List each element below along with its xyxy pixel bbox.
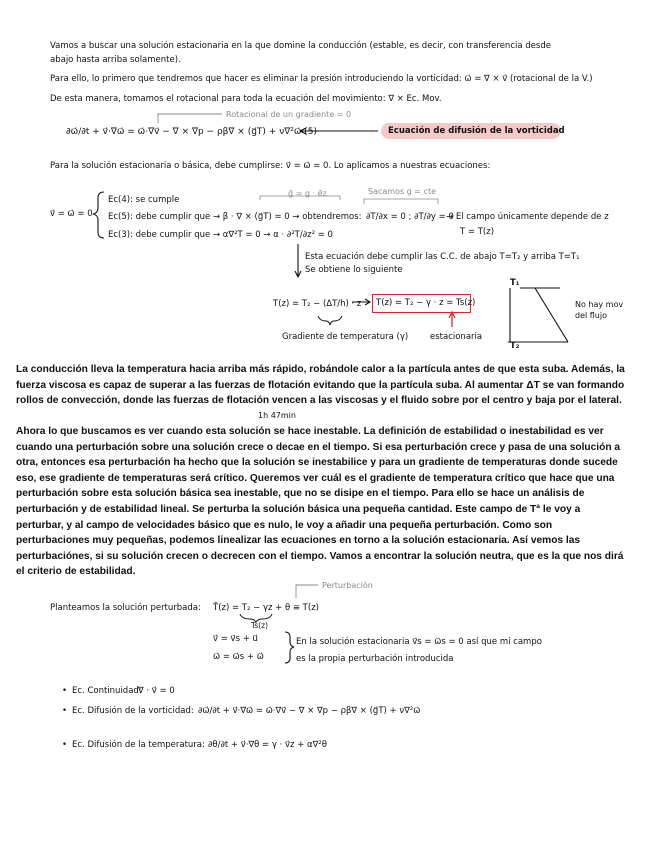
perturbed-T-equation: T̄(z) = T₂ − γz + θ ≡ T(z) xyxy=(213,603,319,613)
gradient-label: Gradiente de temperatura (γ) xyxy=(282,332,409,342)
paragraph-2: Ahora lo que buscamos es ver cuando esta solución se hace inestable. La definición de estabilidad o inestabilidad es ver cuando una perturbación sobre una solución crece o decae en el tiempo. Si esa perturbación crece y pasa de una solución a otra, entonces esa perturbación ha hecho que la solución se inestabilice y para un gradiente de temperaturas donde sucede eso, ese gradiente de temperaturas será crítico. Queremos ver cuál es el gradiente de temperatura crítico que hace que una perturbación sobre esta solución básica sea inestable, que no se disipe en el tiempo. Para ello se hace un análisis de perturbación y de estabilidad lineal. Se perturba la solución básica una pequeña cantidad. Este campo de Tª le voy a perturbar, y al campo de velocidades básico que es nulo, le voy a añadir una pequeña perturbación. Como son perturbaciones muy pequeñas, podemos linealizar las ecuaciones en torno a la solución estacionaria. Así vemos las perturbaciónes, si su solución crecen o decrecen con el tiempo. Vamos a encontrar la solución neutra, que es la que nos dirá el criterio de estabilidad. xyxy=(16,426,624,578)
sacamos-note: Sacamos g = cte xyxy=(368,187,437,196)
perturbacion-pointer xyxy=(296,585,318,598)
gradient-brace xyxy=(318,316,342,325)
Tz-equation: T(z) = T₂ − (ΔT/h) · z xyxy=(273,299,362,309)
time-note: 1h 47min xyxy=(258,411,296,420)
Tz-boxed: T(z) = T₂ − γ · z = Ts(z) xyxy=(376,298,476,308)
perturbed-brace xyxy=(285,632,294,663)
g-note-bracket xyxy=(260,196,340,200)
Ts-brace xyxy=(240,614,272,622)
sketch-profile xyxy=(535,288,568,342)
intro-line-4: De esta manera, tomamos el rotacional para toda la ecuación del movimiento: ∇ × Ec. Mov. xyxy=(50,94,442,104)
basic-lhs: v⃗ = ω⃗ = 0 xyxy=(50,209,93,219)
perturbed-note-1: En la solución estacionaria v⃗s = ω⃗s = 0 así que mi campo xyxy=(296,637,542,647)
vorticity-label: Ecuación de difusión de la vorticidad xyxy=(388,126,565,136)
g-note: g⃗ = g · e⃗z xyxy=(288,189,327,198)
perturbed-intro: Planteamos la solución perturbada: xyxy=(50,603,201,613)
intro-line-1: Vamos a buscar una solución estacionaria en la que domine la conducción (estable, es decir, con transferencia desde xyxy=(50,41,551,51)
perturbed-note-2: es la propia perturbación introducida xyxy=(296,654,454,664)
cc-line-1: Esta ecuación debe cumplir las C.C. de abajo T=T₂ y arriba T=T₁ xyxy=(305,252,580,262)
vorticity-bullet: • xyxy=(62,706,68,716)
basic-row-2-result: ∂T/∂x = 0 ; ∂T/∂y = 0 xyxy=(366,212,454,222)
sketch-note: No hay mov del flujo xyxy=(575,300,624,320)
continuity-label: Ec. Continuidad: xyxy=(72,686,142,696)
temperature-eq-label: Ec. Difusión de la temperatura: xyxy=(72,740,205,750)
temperature-bullet: • xyxy=(62,740,68,750)
vorticity-equation: ∂ω⃗/∂t + v⃗·∇ω⃗ = ω⃗·∇v⃗ − ∇ × ∇p − ρβ∇ × (g⃗T) + ν∇²ω⃗ (5) xyxy=(66,127,317,137)
continuity-bullet: • xyxy=(62,686,68,696)
intro-line-3: Para ello, lo primero que tendremos que hacer es eliminar la presión introduciendo la vorticidad: ω⃗ = ∇ × v⃗ (rotacional de la V.) xyxy=(50,74,593,84)
perturbed-v-equation: v⃗ = v⃗s + u⃗ xyxy=(213,634,258,644)
sketch-frame xyxy=(508,288,568,342)
basic-row-2-conclusion: → El campo únicamente depende de z xyxy=(446,212,609,222)
vorticity-eq-label: Ec. Difusión de la vorticidad: xyxy=(72,706,194,716)
basic-row-2: Ec(5): debe cumplir que → β · ∇ × (g⃗T) = 0 → obtendremos: xyxy=(108,212,362,222)
temperature-eq: ∂θ/∂t + v⃗·∇θ = γ · v⃗z + α∇²θ xyxy=(208,740,327,750)
perturbacion-annotation: Perturbación xyxy=(322,581,373,590)
perturbed-w-equation: ω⃗ = ω⃗s + ω⃗ xyxy=(213,652,264,662)
rotational-annotation: Rotacional de un gradiente = 0 xyxy=(226,110,352,119)
basic-row-2-T: T = T(z) xyxy=(460,227,495,237)
Ts-label: Ts(z) xyxy=(251,621,269,630)
paragraph-1: La conducción lleva la temperatura hacia arriba más rápido, robándole calor a la partícula antes de que esta suba. Además, la fuerza viscosa es capaz de superar a las fuerzas de flotación evitando que la partícula suba. Al aumentar ΔT se van formando rollos de convección, donde las fuerzas de flotación vencen a las viscosas y el fluido sobre por el centro y baja por el lateral. xyxy=(16,364,625,407)
estacionaria-label: estacionaria xyxy=(430,332,483,342)
basic-row-1: Ec(4): se cumple xyxy=(108,195,180,205)
T2-label: T₂ xyxy=(510,341,520,351)
intro-line-2: abajo hasta arriba solamente). xyxy=(50,55,181,65)
basic-intro: Para la solución estacionaria o básica, debe cumplirse: v⃗ = ω⃗ = 0. Lo aplicamos a nuestras ecuaciones: xyxy=(50,161,491,171)
vorticity-eq: ∂ω⃗/∂t + v⃗·∇ω⃗ = ω⃗·∇v⃗ − ∇ × ∇p − ρβ∇ × (g⃗T) + ν∇²ω⃗ xyxy=(198,706,421,716)
continuity-equation: ∇ · v⃗ = 0 xyxy=(138,686,175,696)
rotational-pointer xyxy=(158,114,222,123)
basic-brace xyxy=(93,192,104,238)
basic-row-3: Ec(3): debe cumplir que → α∇²T = 0 → α · ∂²T/∂z² = 0 xyxy=(108,230,333,240)
T1-label: T₁ xyxy=(510,278,520,288)
cc-line-2: Se obtiene lo siguiente xyxy=(305,265,403,275)
sacamos-bracket xyxy=(364,199,438,204)
